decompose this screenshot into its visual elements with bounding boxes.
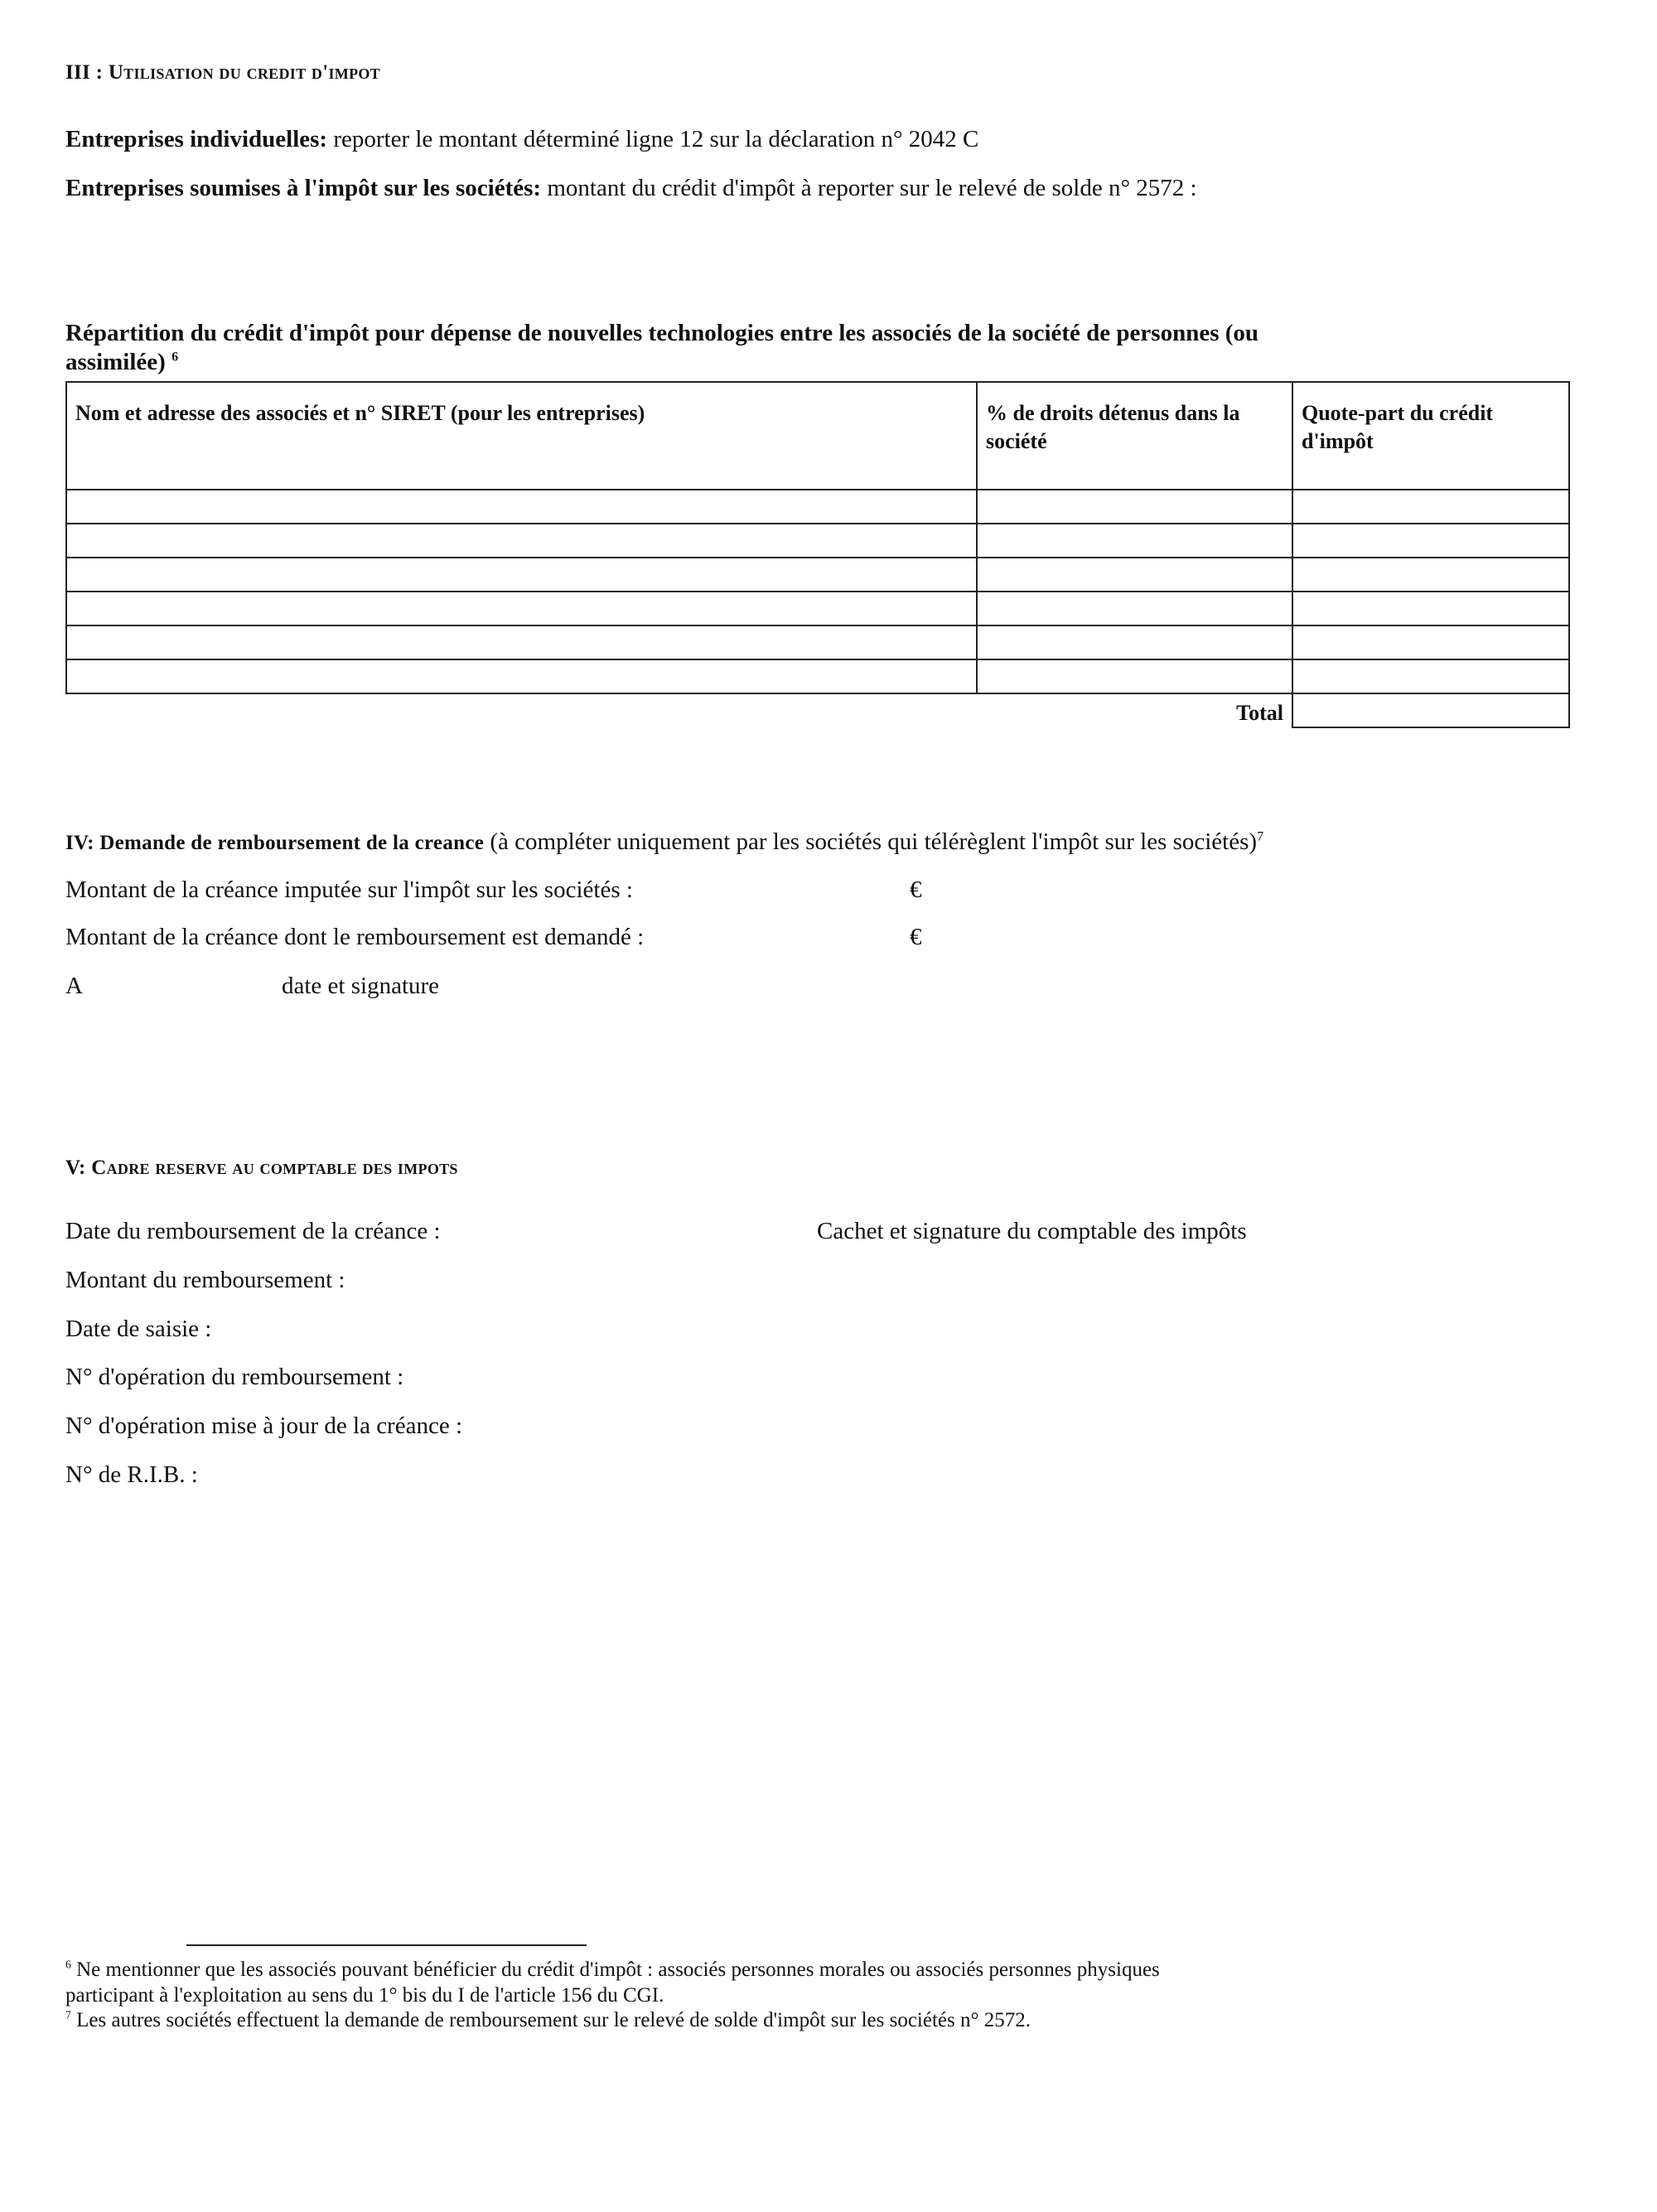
cell-name[interactable] (66, 558, 977, 592)
section-5-heading: Cadre reserve au comptable des impots (91, 1157, 458, 1179)
update-operation-number-label: N° d'opération mise à jour de la créance : (65, 1413, 463, 1439)
footnote-ref-6: 6 (171, 350, 179, 365)
cell-percent[interactable] (977, 625, 1292, 659)
footnote-6-line1 (65, 1958, 1160, 1982)
footnote-6-line2: participant à l'exploitation au sens du 1° bis du I de l'article 156 du CGI. (65, 1984, 664, 2007)
column-header-credit-share: Quote-part du crédit d'impôt (1292, 382, 1569, 490)
table-row (66, 592, 1569, 625)
column-header-rights-percent: % de droits détenus dans la société (977, 382, 1292, 490)
total-row (66, 693, 1569, 727)
cell-name[interactable] (66, 659, 977, 693)
euro-symbol-1: € (910, 877, 922, 903)
corporate-tax-line (65, 175, 1197, 202)
rib-number-label: N° de R.I.B. : (65, 1461, 198, 1488)
cell-percent[interactable] (977, 490, 1292, 524)
cell-name[interactable] (66, 625, 977, 659)
repartition-title-text: assimilée) (65, 349, 166, 375)
section-5-number: V: (65, 1157, 92, 1179)
credit-refund-label: Montant de la créance dont le remboursement est demandé : (65, 924, 645, 950)
footnote-7-text: Les autres sociétés effectuent la demande de remboursement sur le relevé de solde d'impôt sur les sociétés n° 2572. (70, 2009, 1031, 2031)
section-5-title (65, 1157, 458, 1180)
cell-percent[interactable] (977, 524, 1292, 558)
individual-companies-label: Entreprises individuelles: (65, 126, 328, 152)
footnote-separator (186, 1944, 587, 1946)
date-signature-label: date et signature (282, 973, 440, 999)
repartition-title-line1: Répartition du crédit d'impôt pour dépense de nouvelles technologies entre les associés de la société de personnes (ou (65, 320, 1259, 346)
table-row (66, 625, 1569, 659)
section-3-number: III : (65, 61, 109, 84)
accountant-stamp-label: Cachet et signature du comptable des impôts (817, 1218, 1247, 1244)
cell-percent[interactable] (977, 558, 1292, 592)
refund-amount-label: Montant du remboursement : (65, 1267, 345, 1293)
cell-name[interactable] (66, 490, 977, 524)
section-3-title (65, 61, 380, 85)
table-row (66, 659, 1569, 693)
cell-name[interactable] (66, 592, 977, 625)
section-4-note: (à compléter uniquement par les sociétés qui télérèglent l'impôt sur les sociétés) (484, 828, 1258, 855)
cell-share[interactable] (1292, 524, 1569, 558)
footnote-ref-7: 7 (1257, 829, 1264, 844)
total-label: Total (66, 693, 1292, 727)
individual-companies-text: reporter le montant déterminé ligne 12 sur la déclaration n° 2042 C (327, 126, 979, 152)
associates-table (65, 381, 1570, 728)
table-header-row (66, 382, 1569, 490)
credit-imputed-label: Montant de la créance imputée sur l'impôt sur les sociétés : (65, 877, 633, 903)
cell-share[interactable] (1292, 490, 1569, 524)
section-4-number: IV: (65, 832, 100, 854)
place-label: A (65, 973, 83, 999)
refund-operation-number-label: N° d'opération du remboursement : (65, 1364, 404, 1390)
footnote-6-marker: 6 (65, 1958, 71, 1971)
euro-symbol-2: € (910, 924, 922, 950)
repartition-title-line2 (65, 349, 178, 376)
footnote-6-text: Ne mentionner que les associés pouvant bénéficier du crédit d'impôt : associés personnes morales ou associés personnes physiques (70, 1958, 1160, 1981)
cell-name[interactable] (66, 524, 977, 558)
section-3-heading: Utilisation du credit d'impot (108, 61, 380, 84)
table-row (66, 524, 1569, 558)
footnote-7-marker: 7 (65, 2008, 71, 2021)
corporate-tax-text: montant du crédit d'impôt à reporter sur le relevé de solde n° 2572 : (541, 175, 1197, 201)
footnote-7 (65, 2009, 1031, 2032)
individual-companies-line (65, 126, 978, 153)
cell-share[interactable] (1292, 558, 1569, 592)
cell-share[interactable] (1292, 659, 1569, 693)
cell-share[interactable] (1292, 625, 1569, 659)
corporate-tax-label: Entreprises soumises à l'impôt sur les sociétés: (65, 175, 542, 201)
cell-percent[interactable] (977, 659, 1292, 693)
entry-date-label: Date de saisie : (65, 1316, 212, 1342)
cell-share[interactable] (1292, 592, 1569, 625)
table-row (66, 558, 1569, 592)
section-4-heading: Demande de remboursement de la creance (99, 832, 485, 854)
cell-percent[interactable] (977, 592, 1292, 625)
refund-date-label: Date du remboursement de la créance : (65, 1218, 441, 1244)
table-row (66, 490, 1569, 524)
total-value-cell[interactable] (1292, 693, 1569, 727)
column-header-name-address: Nom et adresse des associés et n° SIRET (pour les entreprises) (66, 382, 977, 490)
section-4-title (65, 828, 1263, 856)
